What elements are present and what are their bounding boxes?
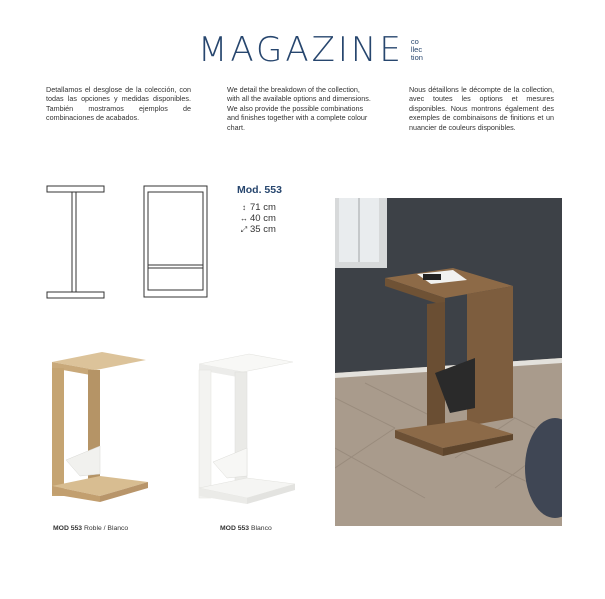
caption-white-finish: Blanco [250,525,272,532]
caption-oak-white-finish: Roble / Blanco [83,525,129,532]
collection-subtitle [411,38,429,62]
collection-title: MAGAZINE [198,30,404,70]
intro-spanish: Detallamos el desglose de la colección, con todas las opciones y medidas disponibles. También mostramos ejemplos de combinaciones de acabados. [46,85,191,123]
model-dimensions [238,202,276,235]
intro-english: We detail the breakdown of the collection, with all the available options and dimensions. We also provide the possible combinations and finishes together with a complete colour chart. [227,85,371,132]
caption-oak-white [53,525,128,532]
subtitle-line-3: tion [410,53,423,62]
diagonal-arrow-icon: ⤢ [240,225,248,234]
dimension-height: 71 cm [250,202,276,213]
horizontal-arrow-icon: ↔ [240,214,248,223]
caption-white-code: MOD 553 [220,525,250,532]
caption-white [220,525,272,532]
front-view-drawing [142,184,210,302]
page-title [198,30,429,70]
subtitle-line-2: llec [410,45,423,54]
vertical-arrow-icon: ↕ [242,203,246,212]
caption-oak-white-code: MOD 553 [53,525,83,532]
dimension-width: 40 cm [250,213,276,224]
lifestyle-photo [335,198,562,526]
side-view-drawing [45,184,107,302]
lifestyle-scene [335,198,562,526]
product-oak-white-image [48,348,158,508]
dimension-depth: 35 cm [250,224,276,235]
product-white-image [193,350,303,510]
subtitle-line-1: co [410,37,419,46]
intro-french: Nous détaillons le décompte de la collection, avec toutes les options et mesures disponibles. Nous montrons également des exemples de combinaisons de finitions et un nuancier de couleurs disponibles. [409,85,554,132]
model-name: Mod. 553 [237,184,282,196]
